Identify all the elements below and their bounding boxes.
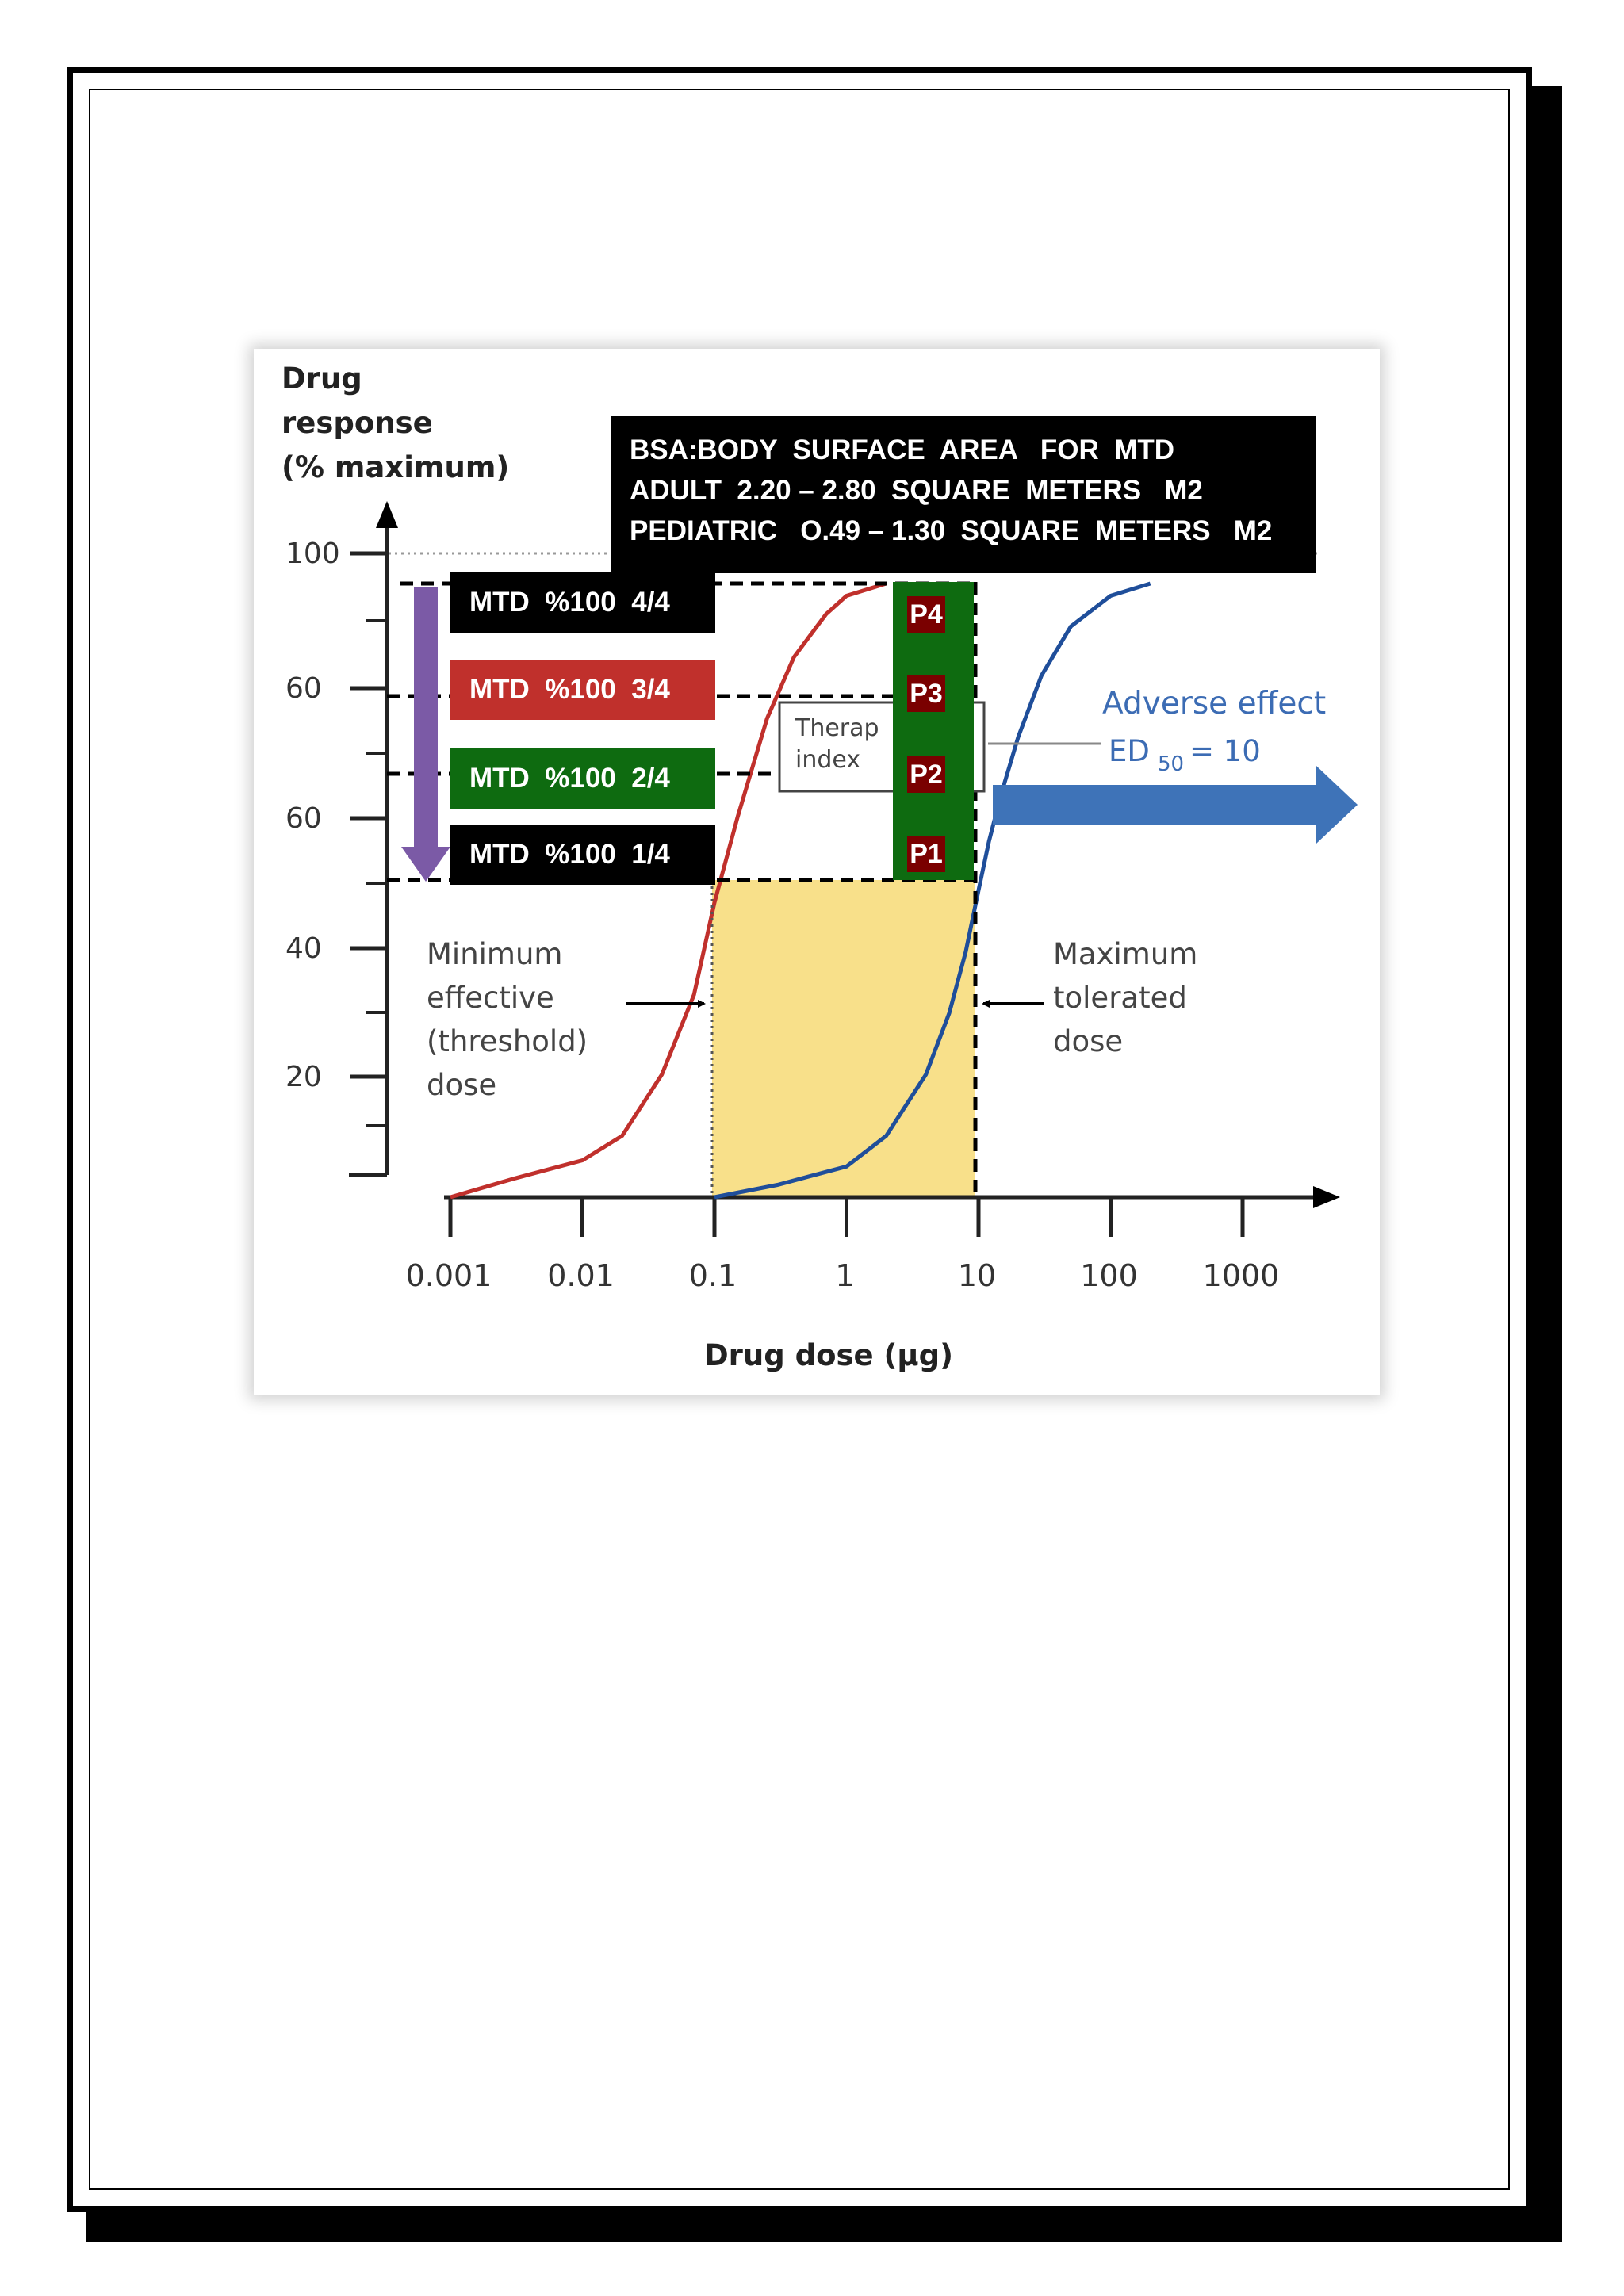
ed50-label: ED [1109, 734, 1150, 768]
max-tolerated-label-1: Maximum [1053, 937, 1198, 971]
x-tick-label: 10 [957, 1258, 997, 1293]
phase-badge-p3: P3 [907, 675, 945, 712]
max-tolerated-label-3: dose [1053, 1024, 1124, 1058]
y-axis-arrowhead [376, 501, 398, 528]
x-tick-label: 1000 [1202, 1258, 1280, 1293]
min-effective-label-4: dose [427, 1068, 497, 1102]
y-axis-label-line-3: (% maximum) [282, 450, 510, 484]
ed50-value: = 10 [1189, 734, 1261, 768]
purple-arrow-head [401, 847, 450, 882]
mtd-label-2-4: MTD %100 2/4 [450, 748, 715, 809]
phase-badge-p4: P4 [907, 596, 945, 633]
y-axis-label-line-1: Drug [282, 362, 362, 396]
y-axis-label-line-2: response [282, 406, 433, 440]
blue-arrow-head [1316, 766, 1358, 844]
min-effective-label-3: (threshold) [427, 1024, 588, 1058]
max-tolerated-label-2: tolerated [1053, 981, 1187, 1015]
bsa-line-1: BSA:BODY SURFACE AREA FOR MTD [630, 434, 1175, 465]
mtd-label-1-4: MTD %100 1/4 [450, 825, 715, 885]
min-effective-label-2: effective [427, 981, 554, 1015]
y-axis-ticks [285, 538, 387, 1126]
bsa-line-3: PEDIATRIC O.49 – 1.30 SQUARE METERS M2 [630, 515, 1273, 546]
mtd-label-3-4: MTD %100 3/4 [450, 660, 715, 720]
y-tick-label: 40 [285, 932, 322, 965]
y-tick-label: 20 [285, 1061, 322, 1093]
x-tick-label: 0.1 [688, 1258, 737, 1293]
therapeutic-window-fill [712, 880, 975, 1197]
y-tick-label: 60 [285, 802, 322, 835]
adverse-effect-label: Adverse effect [1102, 686, 1327, 721]
y-tick-label: 100 [285, 538, 340, 570]
x-tick-label: 0.001 [405, 1258, 492, 1293]
x-axis-ticks [406, 1197, 1280, 1293]
therapeutic-index-label-1: Therap [795, 714, 879, 742]
bsa-info-box [611, 416, 1316, 573]
phase-badge-p2: P2 [907, 756, 945, 793]
phase-badge-p1: P1 [907, 836, 945, 872]
therapeutic-index-label-2: index [795, 746, 861, 774]
x-tick-label: 0.01 [547, 1258, 615, 1293]
bsa-line-2: ADULT 2.20 – 2.80 SQUARE METERS M2 [630, 475, 1203, 506]
blue-arrow-shaft [993, 785, 1324, 825]
y-tick-label: 60 [285, 672, 322, 705]
x-tick-label: 100 [1080, 1258, 1138, 1293]
ed50-subscript: 50 [1158, 752, 1185, 776]
x-axis-arrowhead [1313, 1186, 1340, 1208]
purple-arrow-shaft [414, 587, 438, 850]
min-effective-label-1: Minimum [427, 937, 563, 971]
mtd-label-4-4: MTD %100 4/4 [450, 572, 715, 633]
x-axis-label: Drug dose (µg) [703, 1338, 954, 1372]
x-tick-label: 1 [835, 1258, 855, 1293]
